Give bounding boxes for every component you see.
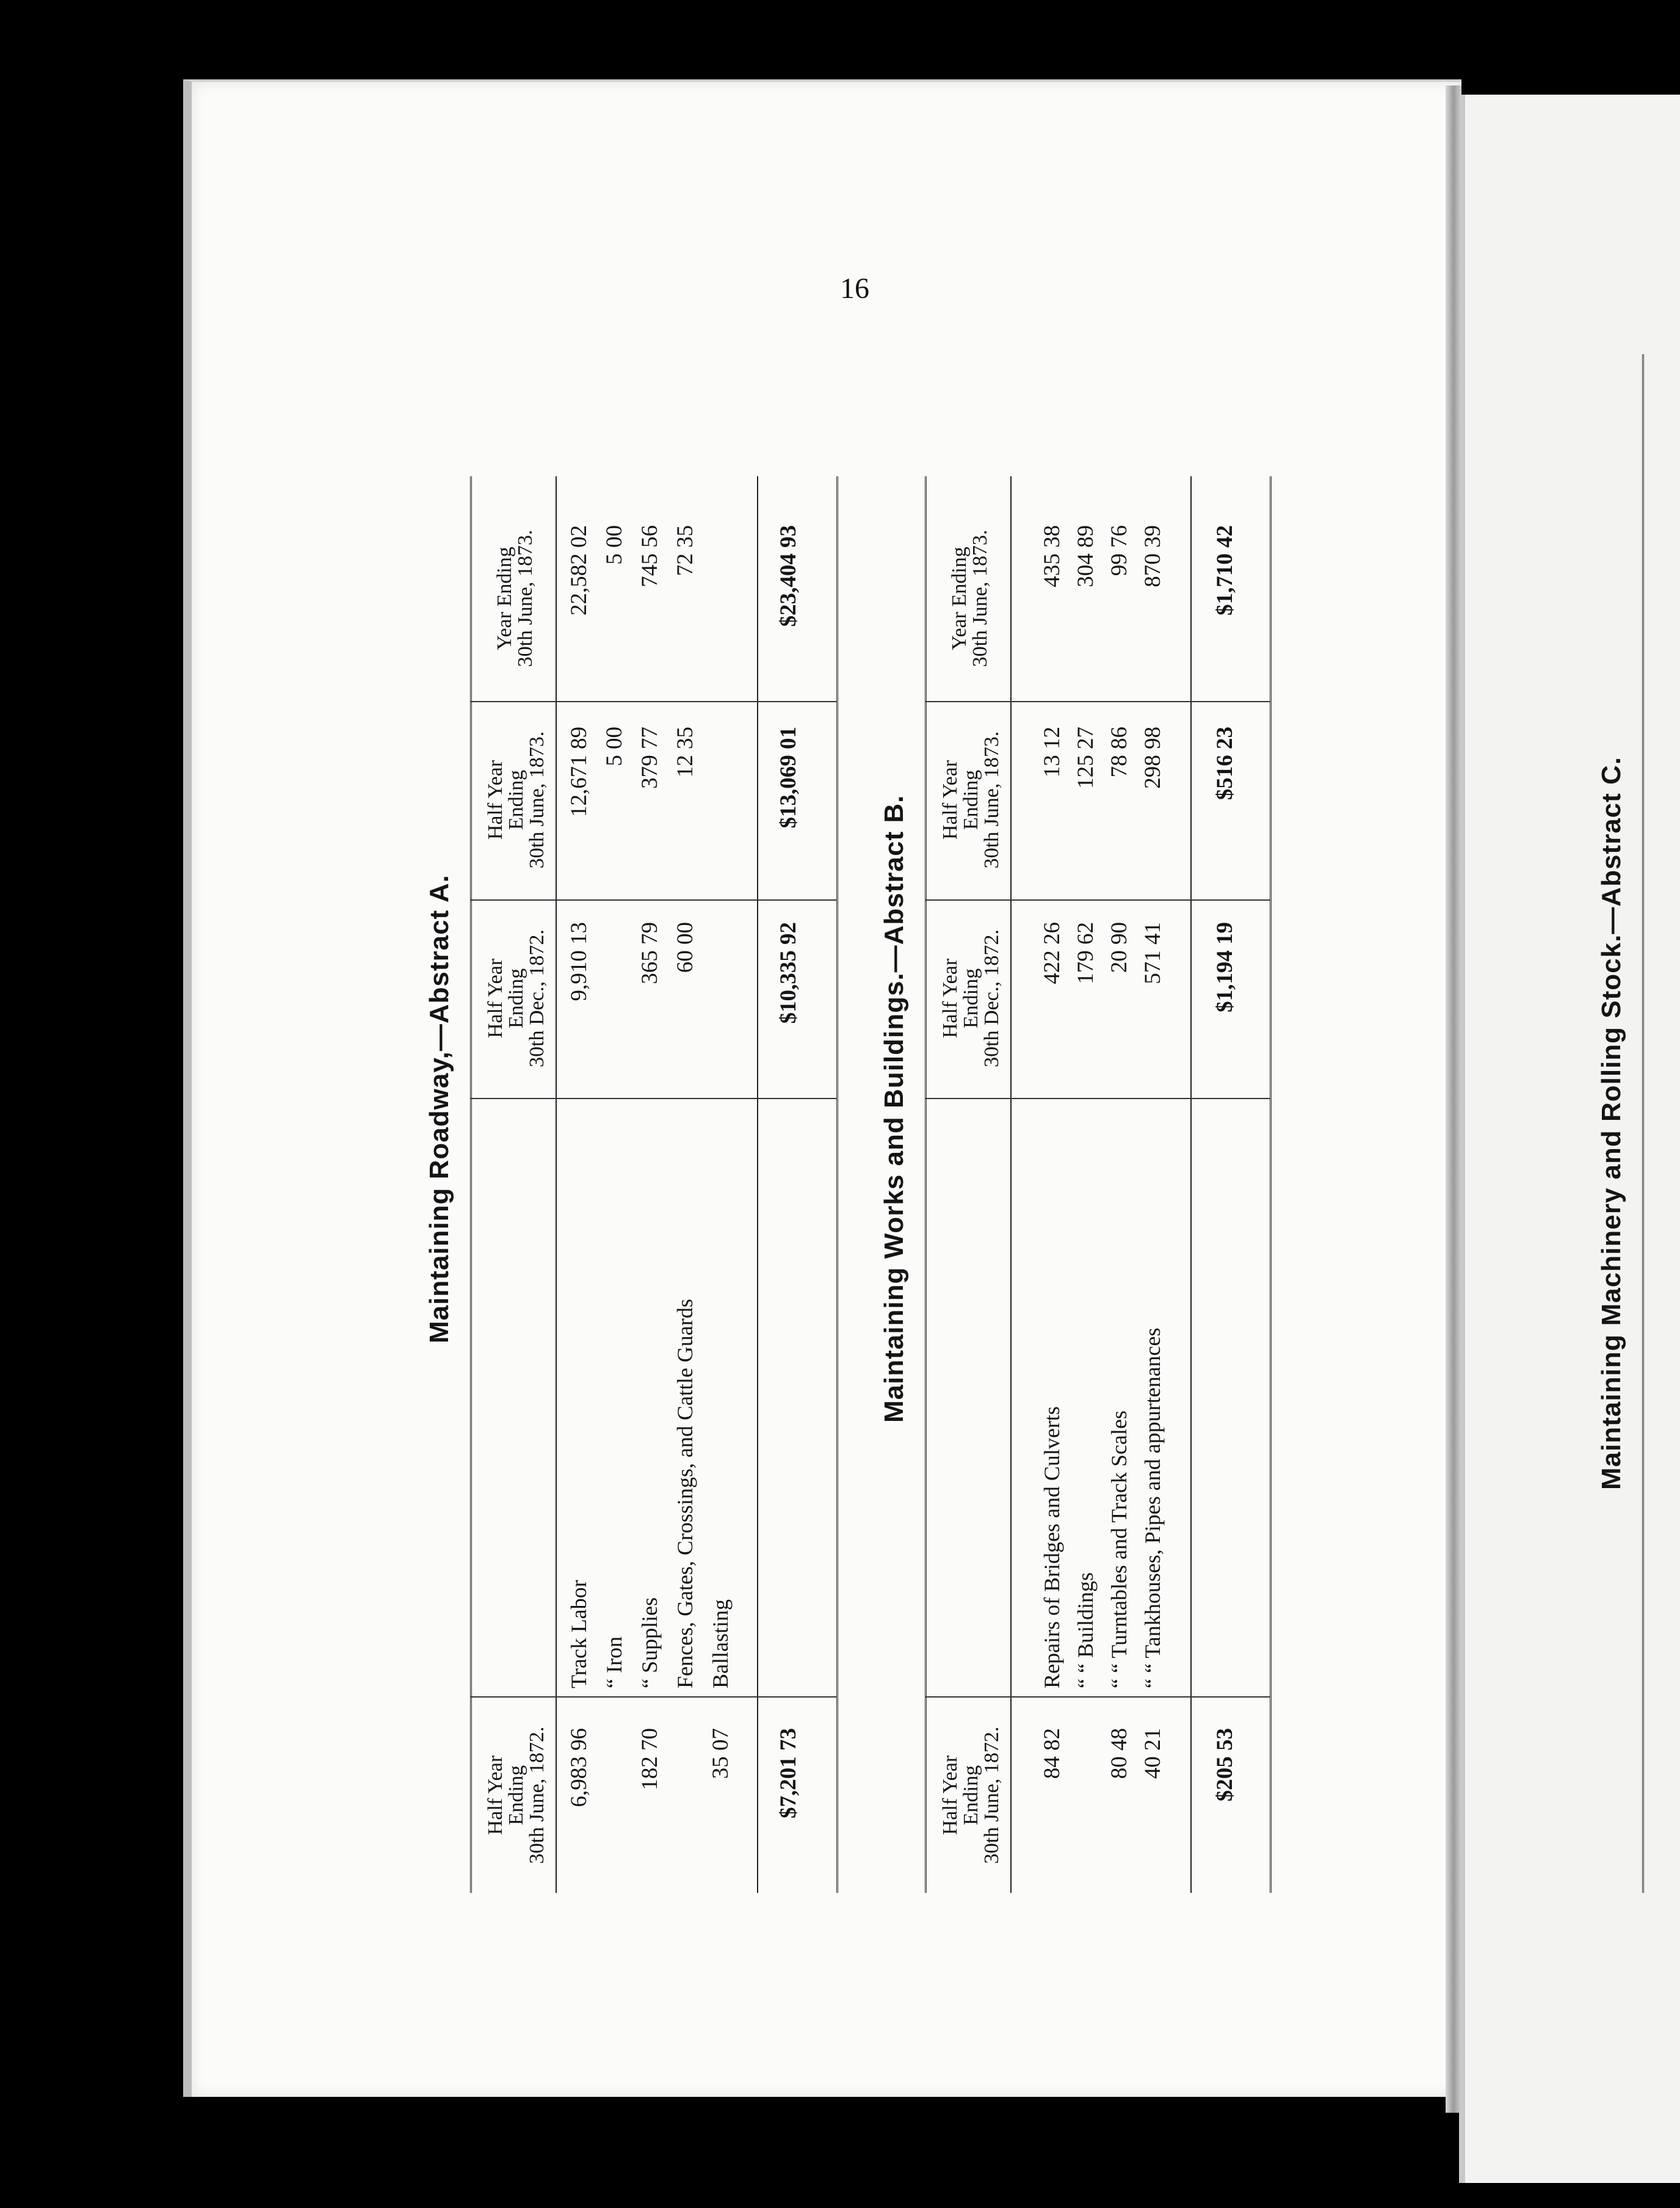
abstract-a-desc: “ Supplies — [637, 1597, 662, 1688]
abstract-a-header-col5: Year Ending 30th June, 1873. — [493, 529, 537, 667]
abstract-b-desc: Repairs of Bridges and Culverts — [1040, 1406, 1064, 1688]
abstract-b-c1: 80 48 — [1107, 1728, 1132, 1779]
abstract-b-divider-4 — [925, 701, 1270, 702]
abstract-b-c3: 20 90 — [1107, 922, 1132, 973]
abstract-b-c5: 304 89 — [1073, 525, 1098, 587]
abstract-b-total-c3: $1,194 19 — [1212, 922, 1237, 1012]
abstract-a-c1: 6,983 96 — [567, 1728, 592, 1807]
abstract-a-top-rule — [470, 476, 472, 1893]
abstract-a-c5: 72 35 — [673, 525, 698, 576]
abstract-a-c1: 182 70 — [637, 1728, 662, 1790]
abstract-a-divider-3 — [470, 899, 836, 901]
abstract-b-c4: 298 98 — [1140, 727, 1165, 789]
abstract-b-divider-1 — [925, 1696, 1270, 1698]
abstract-a-desc: “ Iron — [602, 1636, 626, 1688]
abstract-a-total-c5: $23,404 93 — [776, 525, 801, 627]
abstract-a-c5: 22,582 02 — [567, 525, 592, 616]
abstract-b-c5: 435 38 — [1040, 525, 1065, 587]
abstract-a-c3: 60 00 — [673, 922, 698, 973]
page-number: 16 — [840, 272, 869, 305]
abstract-b-c3: 571 41 — [1140, 922, 1165, 984]
abstract-b-block — [879, 122, 1343, 1893]
abstract-b-total-rule — [1190, 476, 1192, 1893]
abstract-a-header-rule — [556, 476, 557, 1893]
abstract-b-desc: “ “ Buildings — [1073, 1572, 1098, 1688]
abstract-a-total-rule — [757, 476, 758, 1893]
abstract-b-c4: 13 12 — [1040, 727, 1065, 778]
abstract-b-c5: 99 76 — [1107, 525, 1132, 576]
abstract-a-header-col1: Half Year Ending 30th June, 1872. — [484, 1726, 548, 1864]
abstract-b-total-c1: $205 53 — [1212, 1728, 1237, 1802]
abstract-a-title: Maintaining Roadway,—Abstract A. — [424, 874, 454, 1343]
abstract-a-header-col3: Half Year Ending 30th Dec., 1872. — [484, 929, 548, 1067]
abstract-a-c1: 35 07 — [708, 1728, 733, 1779]
abstract-c-title: Maintaining Machinery and Rolling Stock.—Abstract C. — [1596, 756, 1626, 1490]
abstract-a-bottom-rule — [836, 476, 838, 1893]
next-page-edge — [1459, 95, 1680, 2183]
abstract-a-divider-1 — [470, 1696, 836, 1698]
abstract-b-divider-3 — [925, 899, 1270, 901]
abstract-b-total-c5: $1,710 42 — [1212, 525, 1237, 616]
abstract-b-bottom-rule — [1270, 476, 1272, 1893]
abstract-a-desc: Ballasting — [708, 1599, 733, 1688]
abstract-a-desc: Track Labor — [567, 1580, 591, 1688]
abstract-b-c5: 870 39 — [1140, 525, 1165, 587]
abstract-b-divider-2 — [925, 1098, 1270, 1099]
book-gutter — [1446, 85, 1461, 2113]
abstract-a-c4: 379 77 — [637, 727, 662, 789]
abstract-b-desc: “ “ Turntables and Track Scales — [1107, 1411, 1131, 1688]
abstract-a-c5: 745 56 — [637, 525, 662, 587]
abstract-a-block — [424, 122, 888, 1893]
abstract-b-c3: 179 62 — [1073, 922, 1098, 984]
abstract-b-header-col4: Half Year Ending 30th June, 1873. — [939, 731, 1003, 869]
abstract-a-divider-4 — [470, 701, 836, 702]
abstract-b-c3: 422 26 — [1040, 922, 1065, 984]
abstract-b-desc: “ “ Tankhouses, Pipes and appurtenances — [1140, 1327, 1165, 1688]
abstract-b-header-col5: Year Ending 30th June, 1873. — [948, 529, 991, 667]
abstract-b-header-col1: Half Year Ending 30th June, 1872. — [939, 1726, 1003, 1864]
abstract-a-divider-2 — [470, 1098, 836, 1099]
abstract-b-header-col3: Half Year Ending 30th Dec., 1872. — [939, 929, 1003, 1067]
abstract-a-c4: 12 35 — [673, 727, 698, 778]
abstract-a-c4: 5 00 — [602, 727, 627, 766]
abstract-b-top-rule — [925, 476, 927, 1893]
abstract-b-c1: 40 21 — [1140, 1728, 1165, 1779]
abstract-a-header-col4: Half Year Ending 30th June, 1873. — [484, 731, 548, 869]
abstract-c-table-edge — [1642, 354, 1644, 1893]
abstract-a-total-c3: $10,335 92 — [776, 922, 801, 1024]
abstract-c-block — [1596, 696, 1645, 1490]
abstract-a-c3: 365 79 — [637, 922, 662, 984]
abstract-a-c5: 5 00 — [602, 525, 627, 565]
abstract-a-total-c4: $13,069 01 — [776, 727, 801, 829]
abstract-a-desc: Fences, Gates, Crossings, and Cattle Guards — [673, 1299, 697, 1688]
abstract-b-total-c4: $516 23 — [1212, 727, 1237, 801]
abstract-b-c4: 78 86 — [1107, 727, 1132, 778]
abstract-a-total-c1: $7,201 73 — [776, 1728, 801, 1818]
abstract-b-c1: 84 82 — [1040, 1728, 1065, 1779]
abstract-a-c3: 9,910 13 — [567, 922, 592, 1001]
abstract-b-c4: 125 27 — [1073, 727, 1098, 789]
abstract-a-c4: 12,671 89 — [567, 727, 592, 817]
abstract-b-header-rule — [1010, 476, 1012, 1893]
abstract-b-title: Maintaining Works and Buildings.—Abstract B. — [879, 794, 909, 1423]
